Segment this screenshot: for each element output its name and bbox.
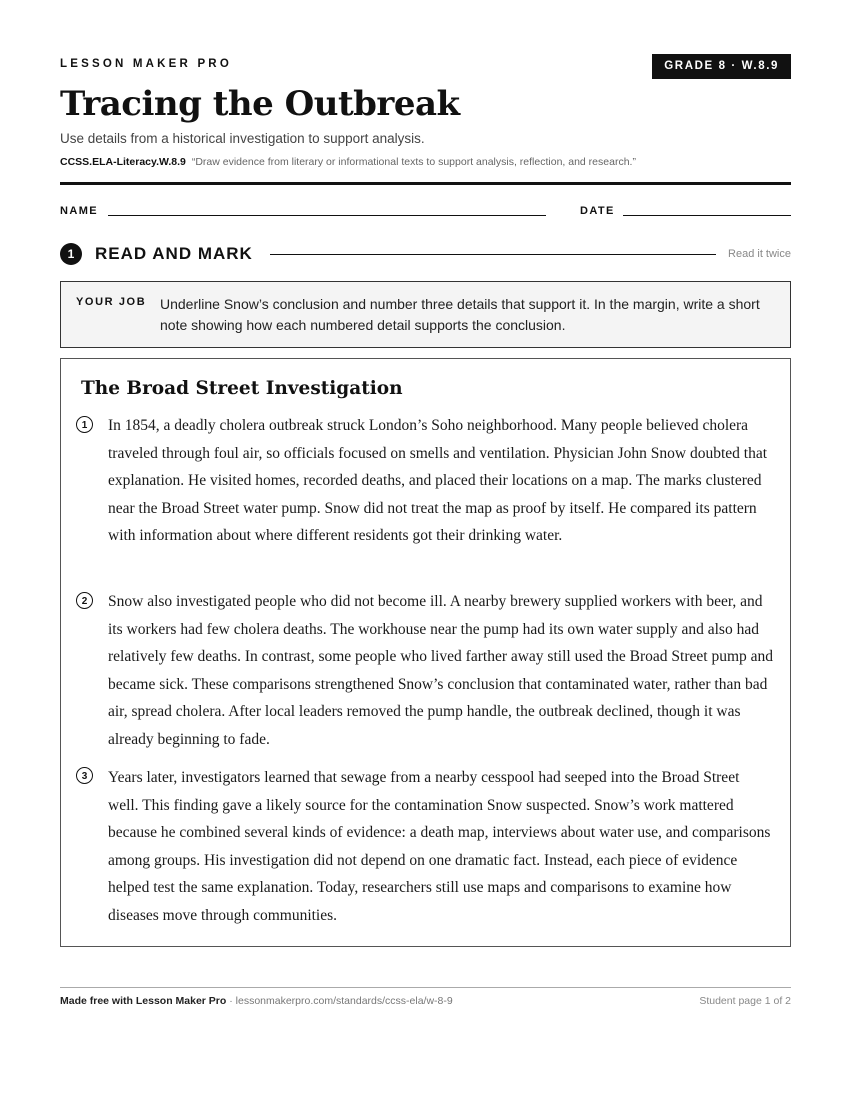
grade-badge: GRADE 8 · W.8.9 (652, 54, 791, 79)
standard-code: CCSS.ELA-Literacy.W.8.9 (60, 156, 186, 168)
page-title: Tracing the Outbreak (60, 84, 460, 124)
date-field[interactable] (623, 215, 791, 216)
section-note: Read it twice (728, 248, 791, 260)
footer-link[interactable]: · lessonmakerpro.com/standards/ccss-ela/w-8-9 (226, 995, 453, 1007)
instructions-label: YOUR JOB (76, 296, 147, 308)
passage-paragraph: In 1854, a deadly cholera outbreak struck London’s Soho neighborhood. Many people believed cholera traveled through foul air, so officials focused on smells and ventilation. Physician John Snow doubted that explanation. He visited homes, recorded deaths, and placed their locations on a map. The marks clustered near the Broad Street water pump. Snow did not treat the map as proof by itself. He compared its pattern with information about where different residents got their drinking water. (108, 417, 768, 544)
footer-made-with: Made free with Lesson Maker Pro (60, 995, 227, 1007)
paragraph-number-badge: 1 (76, 416, 93, 433)
page-indicator: Student page 1 of 2 (699, 995, 791, 1007)
footer-credit (60, 995, 453, 1007)
instructions-box (60, 281, 791, 348)
section-header (60, 243, 791, 265)
section-divider (270, 254, 716, 255)
name-field[interactable] (108, 215, 546, 216)
header-divider (60, 182, 791, 185)
paragraph-number-badge: 3 (76, 767, 93, 784)
section-title: READ AND MARK (95, 244, 253, 263)
name-label: NAME (60, 205, 98, 217)
standard-quote: “Draw evidence from literary or informational texts to support analysis, reflection, and research.” (191, 156, 636, 168)
passage-title: The Broad Street Investigation (81, 378, 403, 399)
passage-paragraph: Years later, investigators learned that sewage from a nearby cesspool had seeped into the Broad Street well. This finding gave a likely source for the contamination Snow suspected. Snow’s work mattered because he combined several kinds of evidence: a death map, interviews about water use, and comparisons among groups. His investigation did not depend on one dramatic fact. Instead, each piece of evidence helped test the same explanation. Today, researchers still use maps and comparisons to examine how diseases move through communities. (108, 769, 771, 924)
page-subtitle: Use details from a historical investigation to support analysis. (60, 131, 425, 146)
brand-name: LESSON MAKER PRO (60, 58, 232, 70)
passage-paragraph: Snow also investigated people who did not become ill. A nearby brewery supplied workers with beer, and its workers had few cholera deaths. The workhouse near the pump had its own water supply and also had relatively few deaths. In contrast, some people who lived farther away still used the Broad Street pump and became sick. These comparisons strengthened Snow’s conclusion that contaminated water, rather than bad air, spread cholera. After local leaders removed the pump handle, the outbreak declined, though it was already beginning to fade. (108, 593, 774, 748)
paragraph-number-badge: 2 (76, 592, 93, 609)
reading-passage (60, 358, 791, 947)
footer-divider (60, 987, 791, 988)
instructions-text: Underline Snow’s conclusion and number three details that support it. In the margin, write a short note showing how each numbered detail supports the conclusion. (160, 296, 760, 333)
step-number-badge: 1 (60, 243, 82, 265)
date-label: DATE (580, 205, 615, 217)
standard-reference (60, 156, 636, 168)
